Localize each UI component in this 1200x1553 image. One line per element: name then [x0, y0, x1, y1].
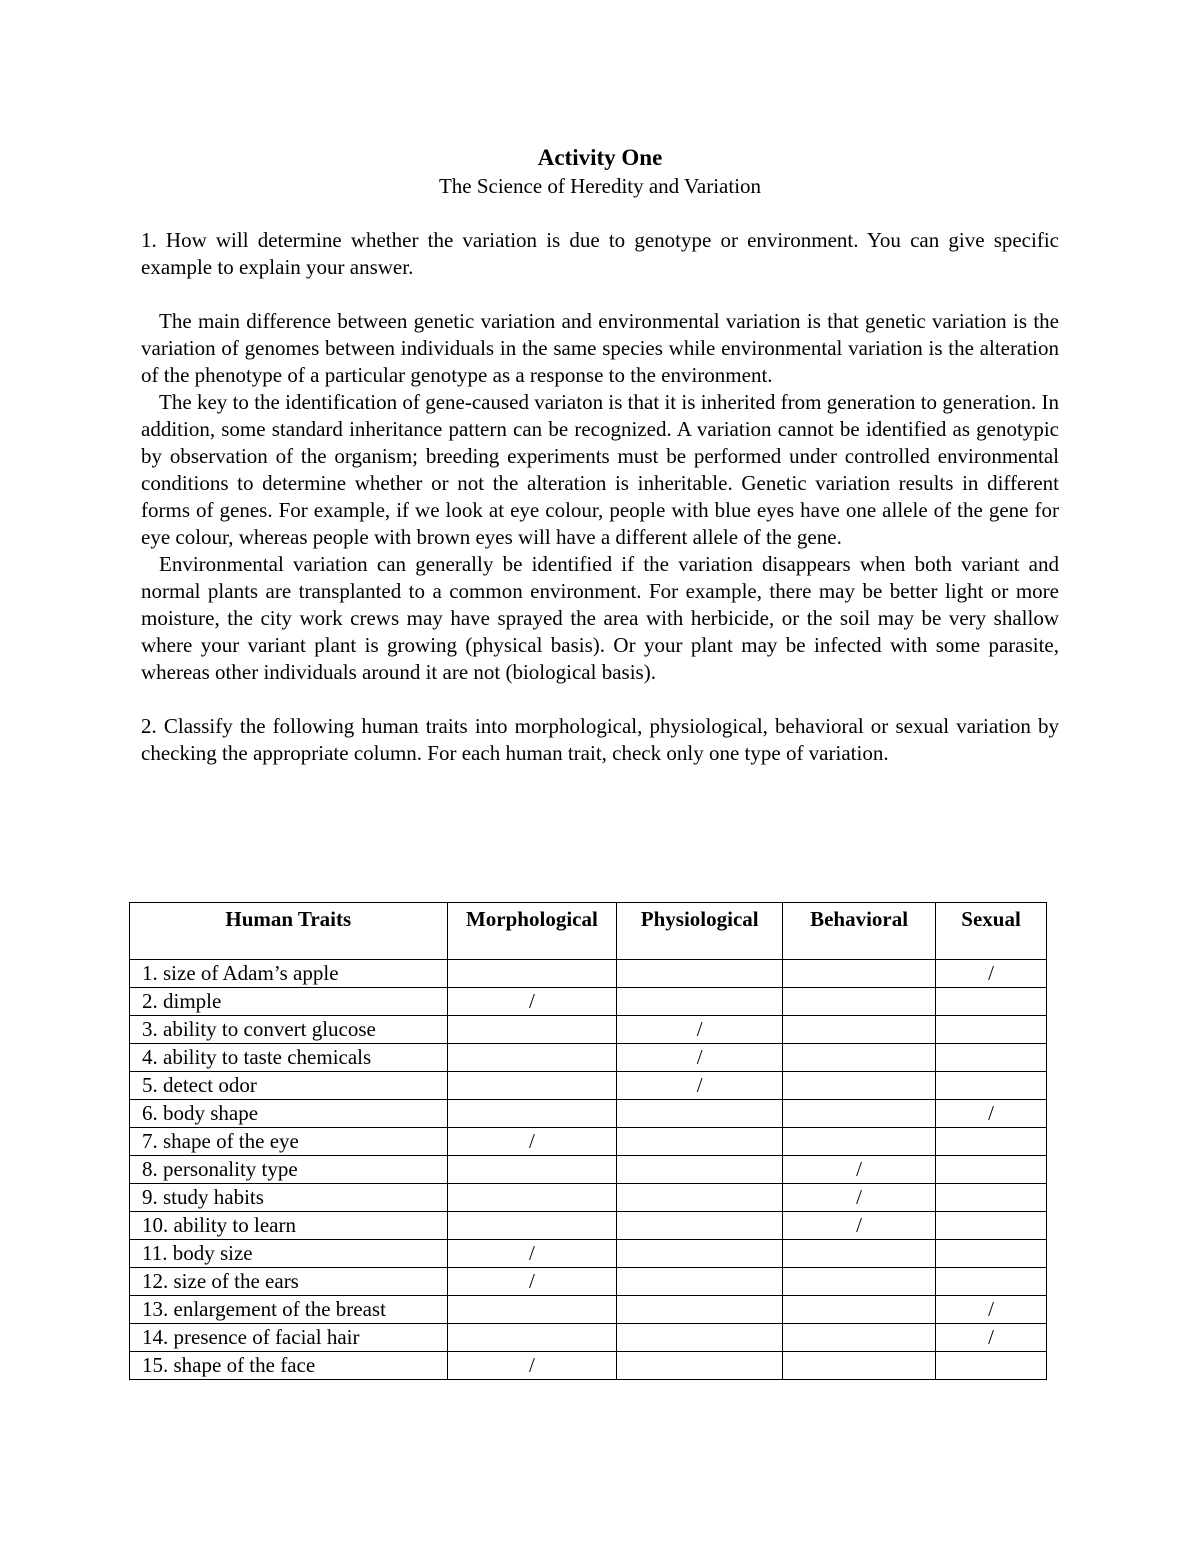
table-row: [130, 1324, 1047, 1352]
check-cell-sexual: /: [936, 1100, 1047, 1128]
table-row: [130, 1156, 1047, 1184]
question-2: 2. Classify the following human traits into morphological, physiological, behavioral or sexual variation by checking the appropriate column. For each human trait, check only one type of variation.: [141, 714, 1059, 765]
question-1: 1. How will determine whether the variation is due to genotype or environment. You can give specific example to explain your answer.: [141, 228, 1059, 279]
trait-name: 2. dimple: [130, 988, 448, 1016]
check-cell-behavioral: [783, 1072, 936, 1100]
check-cell-behavioral: [783, 1296, 936, 1324]
check-cell-sexual: [936, 1268, 1047, 1296]
check-cell-morphological: [447, 1044, 617, 1072]
check-cell-physiological: [617, 1100, 783, 1128]
check-cell-physiological: [617, 1212, 783, 1240]
trait-name: 6. body shape: [130, 1100, 448, 1128]
table-row: [130, 1100, 1047, 1128]
trait-name: 1. size of Adam’s apple: [130, 960, 448, 988]
check-cell-sexual: [936, 1044, 1047, 1072]
check-cell-physiological: [617, 1156, 783, 1184]
check-cell-behavioral: /: [783, 1156, 936, 1184]
trait-name: 11. body size: [130, 1240, 448, 1268]
trait-name: 8. personality type: [130, 1156, 448, 1184]
header-sexual: Sexual: [936, 903, 1047, 960]
check-cell-morphological: [447, 960, 617, 988]
table-row: [130, 1044, 1047, 1072]
trait-name: 13. enlargement of the breast: [130, 1296, 448, 1324]
check-cell-physiological: [617, 988, 783, 1016]
check-cell-behavioral: [783, 1352, 936, 1380]
answer-paragraph-2: The key to the identification of gene-caused variaton is that it is inherited from generation to generation. In addition, some standard inheritance pattern can be recognized. A variation cannot be identified as genotypic by observation of the organism; breeding experiments must be performed under controlled environmental conditions to determine whether or not the alteration is inheritable. Genetic variation results in different forms of genes. For example, if we look at eye colour, people with blue eyes have one allele of the gene for eye colour, whereas people with brown eyes will have a different allele of the gene.: [141, 390, 1059, 549]
check-cell-sexual: /: [936, 1324, 1047, 1352]
traits-table: [129, 902, 1047, 1380]
check-cell-sexual: [936, 1072, 1047, 1100]
header-human-traits: Human Traits: [130, 903, 448, 960]
answer-paragraph-1: The main difference between genetic variation and environmental variation is that genetic variation is the variation of genomes between individuals in the same species while environmental variation is the alteration of the phenotype of a particular genotype as a response to the environment.: [141, 309, 1059, 387]
page-subtitle: The Science of Heredity and Variation: [438, 174, 762, 198]
trait-name: 9. study habits: [130, 1184, 448, 1212]
check-cell-behavioral: [783, 1324, 936, 1352]
check-cell-morphological: [447, 1100, 617, 1128]
check-cell-behavioral: [783, 1044, 936, 1072]
check-cell-sexual: [936, 1184, 1047, 1212]
check-cell-physiological: [617, 960, 783, 988]
check-cell-morphological: /: [447, 1240, 617, 1268]
check-cell-sexual: [936, 1352, 1047, 1380]
check-cell-sexual: [936, 1016, 1047, 1044]
table-row: [130, 1352, 1047, 1380]
table-body: [130, 960, 1047, 1380]
check-cell-physiological: [617, 1268, 783, 1296]
document-body: [141, 143, 1059, 767]
check-cell-physiological: [617, 1296, 783, 1324]
check-cell-morphological: [447, 1156, 617, 1184]
check-cell-sexual: /: [936, 960, 1047, 988]
trait-name: 5. detect odor: [130, 1072, 448, 1100]
check-cell-morphological: [447, 1324, 617, 1352]
answer-paragraph-3: Environmental variation can generally be identified if the variation disappears when both variant and normal plants are transplanted to a common environment. For example, there may be better light or more moisture, the city work crews may have sprayed the area with herbicide, or the soil may be very shallow where your variant plant is growing (physical basis). Or your plant may be infected with some parasite, whereas other individuals around it are not (biological basis).: [141, 552, 1059, 684]
check-cell-physiological: /: [617, 1044, 783, 1072]
header-morphological: Morphological: [447, 903, 617, 960]
table-row: [130, 1184, 1047, 1212]
check-cell-behavioral: [783, 1268, 936, 1296]
table-row: [130, 960, 1047, 988]
check-cell-morphological: [447, 1184, 617, 1212]
check-cell-physiological: [617, 1352, 783, 1380]
check-cell-behavioral: [783, 1128, 936, 1156]
check-cell-behavioral: [783, 1016, 936, 1044]
check-cell-sexual: [936, 1156, 1047, 1184]
trait-name: 10. ability to learn: [130, 1212, 448, 1240]
check-cell-sexual: /: [936, 1296, 1047, 1324]
check-cell-behavioral: /: [783, 1212, 936, 1240]
table-header-row: [130, 903, 1047, 960]
trait-name: 3. ability to convert glucose: [130, 1016, 448, 1044]
check-cell-morphological: [447, 1016, 617, 1044]
trait-name: 7. shape of the eye: [130, 1128, 448, 1156]
trait-name: 15. shape of the face: [130, 1352, 448, 1380]
check-cell-physiological: [617, 1184, 783, 1212]
table-row: [130, 1072, 1047, 1100]
check-cell-sexual: [936, 988, 1047, 1016]
check-cell-morphological: [447, 1296, 617, 1324]
table-row: [130, 1296, 1047, 1324]
check-cell-morphological: /: [447, 988, 617, 1016]
table-row: [130, 1128, 1047, 1156]
page-title: Activity One: [537, 145, 663, 170]
check-cell-behavioral: [783, 1240, 936, 1268]
table-row: [130, 988, 1047, 1016]
check-cell-physiological: /: [617, 1016, 783, 1044]
check-cell-behavioral: [783, 1100, 936, 1128]
check-cell-morphological: /: [447, 1352, 617, 1380]
table-row: [130, 1016, 1047, 1044]
check-cell-behavioral: [783, 960, 936, 988]
table-row: [130, 1212, 1047, 1240]
check-cell-morphological: /: [447, 1268, 617, 1296]
check-cell-physiological: [617, 1240, 783, 1268]
trait-name: 14. presence of facial hair: [130, 1324, 448, 1352]
check-cell-morphological: [447, 1072, 617, 1100]
check-cell-physiological: [617, 1128, 783, 1156]
header-behavioral: Behavioral: [783, 903, 936, 960]
check-cell-sexual: [936, 1240, 1047, 1268]
table-row: [130, 1268, 1047, 1296]
trait-name: 4. ability to taste chemicals: [130, 1044, 448, 1072]
check-cell-physiological: /: [617, 1072, 783, 1100]
check-cell-behavioral: [783, 988, 936, 1016]
header-physiological: Physiological: [617, 903, 783, 960]
check-cell-sexual: [936, 1128, 1047, 1156]
check-cell-behavioral: /: [783, 1184, 936, 1212]
trait-name: 12. size of the ears: [130, 1268, 448, 1296]
check-cell-morphological: /: [447, 1128, 617, 1156]
check-cell-physiological: [617, 1324, 783, 1352]
check-cell-sexual: [936, 1212, 1047, 1240]
table-row: [130, 1240, 1047, 1268]
check-cell-morphological: [447, 1212, 617, 1240]
